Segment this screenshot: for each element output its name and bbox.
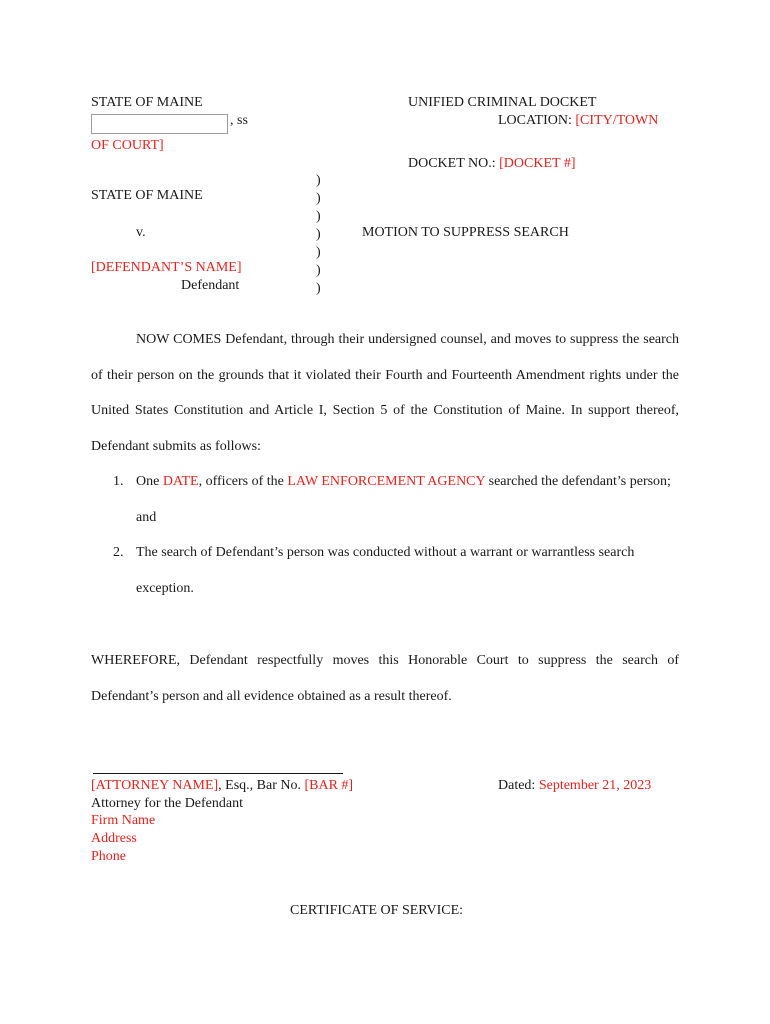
location-line bbox=[498, 112, 658, 129]
paren: ) bbox=[316, 173, 321, 188]
county-suffix: , ss bbox=[230, 113, 248, 128]
certificate-title: CERTIFICATE OF SERVICE: bbox=[290, 903, 464, 918]
list-item bbox=[136, 464, 680, 535]
docket-number-label: DOCKET NO.: bbox=[408, 156, 500, 171]
paren: ) bbox=[316, 281, 321, 296]
item-text: searched the defendant’s person; and bbox=[136, 474, 671, 525]
item-text: One bbox=[136, 474, 163, 489]
of-court-placeholder: OF COURT] bbox=[91, 138, 164, 153]
docket-number-placeholder: [DOCKET #] bbox=[499, 156, 576, 171]
address-placeholder: Address bbox=[91, 831, 137, 846]
dated-label: Dated: bbox=[498, 778, 539, 793]
dated-value: September 21, 2023 bbox=[538, 778, 652, 793]
list-item-number: 2. bbox=[113, 545, 124, 560]
paren: ) bbox=[316, 263, 321, 278]
date-placeholder: DATE bbox=[162, 474, 199, 489]
party-state: STATE OF MAINE bbox=[91, 188, 203, 203]
attorney-role: Attorney for the Defendant bbox=[91, 796, 243, 811]
paren: ) bbox=[316, 245, 321, 260]
list-item: The search of Defendant’s person was conducted without a warrant or warrantless search exception. bbox=[136, 545, 635, 596]
wherefore-paragraph: WHEREFORE, Defendant respectfully moves this Honorable Court to suppress the search of Defendant’s person and all evidence obtained as a result thereof. bbox=[91, 653, 679, 704]
defendant-role: Defendant bbox=[181, 278, 240, 293]
intro-paragraph: NOW COMES Defendant, through their undersigned counsel, and moves to suppress the search of their person on the grounds that it violated their Fourth and Fourteenth Amendment rights under the United States Constitution and Article I, Section 5 of the Constitution of Maine. In support thereof, Defendant submits as follows: bbox=[91, 332, 679, 454]
agency-placeholder: LAW ENFORCEMENT AGENCY bbox=[287, 474, 486, 489]
list-item-number: 1. bbox=[113, 474, 124, 489]
state-heading: STATE OF MAINE bbox=[91, 95, 203, 110]
bar-number-placeholder: [BAR #] bbox=[304, 778, 354, 793]
location-placeholder: [CITY/TOWN bbox=[575, 113, 659, 128]
attorney-line bbox=[91, 777, 353, 794]
attorney-name-placeholder: [ATTORNEY NAME] bbox=[91, 778, 219, 793]
esq-bar-label: , Esq., Bar No. bbox=[218, 778, 305, 793]
county-input[interactable] bbox=[91, 114, 228, 134]
signature-line bbox=[93, 773, 343, 774]
defendant-name-placeholder: [DEFENDANT’S NAME] bbox=[91, 260, 242, 275]
docket-number-line bbox=[408, 155, 575, 172]
versus-text: v. bbox=[136, 225, 146, 240]
caption-parens bbox=[316, 172, 326, 298]
location-label: LOCATION: bbox=[498, 113, 576, 128]
item-text: , officers of the bbox=[198, 474, 288, 489]
firm-name-placeholder: Firm Name bbox=[91, 813, 156, 828]
paren: ) bbox=[316, 227, 321, 242]
paren: ) bbox=[316, 209, 321, 224]
motion-title: MOTION TO SUPPRESS SEARCH bbox=[362, 225, 569, 240]
phone-placeholder: Phone bbox=[91, 849, 126, 864]
paren: ) bbox=[316, 191, 321, 206]
dated-line bbox=[498, 777, 651, 794]
docket-title: UNIFIED CRIMINAL DOCKET bbox=[408, 95, 597, 110]
